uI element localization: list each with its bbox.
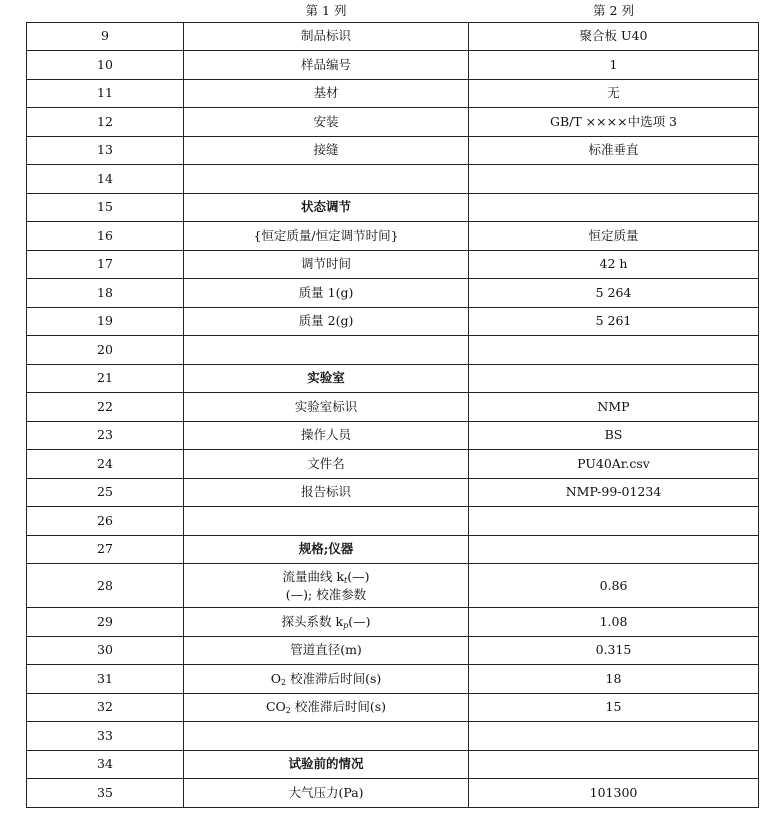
item-name: 大气压力(Pa): [184, 779, 469, 808]
row-number: 9: [27, 22, 184, 51]
item-value: 恒定质量: [469, 222, 759, 251]
item-value: 15: [469, 693, 759, 722]
row-number: 18: [27, 279, 184, 308]
row-number: 16: [27, 222, 184, 251]
item-name: 管道直径(m): [184, 636, 469, 665]
row-number: 20: [27, 336, 184, 365]
table-row: [27, 51, 759, 80]
item-name: $CO_2$ 校准滞后时间(s): [184, 693, 469, 722]
table-row: [27, 307, 759, 336]
item-value: [469, 722, 759, 751]
item-name: 探头系数 $k_p(—)$: [184, 608, 469, 637]
item-value: [469, 535, 759, 564]
row-number: 27: [27, 535, 184, 564]
item-value: 18: [469, 665, 759, 694]
column-2-header: 第 2 列: [593, 2, 634, 18]
item-name: 质量 1(g): [184, 279, 469, 308]
item-value: 42 h: [469, 250, 759, 279]
table-row: [27, 222, 759, 251]
table-row: [27, 364, 759, 393]
column-1-header: 第 1 列: [305, 2, 347, 18]
item-value: [469, 750, 759, 779]
item-value: NMP-99-01234: [469, 478, 759, 507]
row-number: 24: [27, 450, 184, 479]
item-name: 样品编号: [184, 51, 469, 80]
item-value: BS: [469, 421, 759, 450]
column-header-row: [27, 0, 759, 22]
item-name: 文件名: [184, 450, 469, 479]
table-row: [27, 779, 759, 808]
table-row: [27, 336, 759, 365]
table-row: [27, 507, 759, 536]
table-row: [27, 750, 759, 779]
row-number: 10: [27, 51, 184, 80]
item-value: GB/T ××××中选项 3: [469, 108, 759, 137]
table-row: [27, 450, 759, 479]
item-value: [469, 364, 759, 393]
item-value: 无: [469, 79, 759, 108]
table-row: [27, 608, 759, 637]
item-name: 实验室标识: [184, 393, 469, 422]
item-name: [184, 165, 469, 194]
item-name: 操作人员: [184, 421, 469, 450]
item-name: [184, 336, 469, 365]
row-number: 13: [27, 136, 184, 165]
item-value: [469, 507, 759, 536]
section-heading: 实验室: [184, 364, 469, 393]
table-row: [27, 250, 759, 279]
item-name: 制品标识: [184, 22, 469, 51]
table-row: [27, 693, 759, 722]
table-row: [27, 22, 759, 51]
table-row: [27, 193, 759, 222]
table-row: [27, 636, 759, 665]
section-heading: 规格;仪器: [184, 535, 469, 564]
row-number: 22: [27, 393, 184, 422]
data-table: [26, 0, 759, 808]
row-number: 35: [27, 779, 184, 808]
table-row: [27, 136, 759, 165]
item-name: {恒定质量/恒定调节时间}: [184, 222, 469, 251]
row-number: 31: [27, 665, 184, 694]
item-value: [469, 193, 759, 222]
row-number: 34: [27, 750, 184, 779]
item-value: 聚合板 U40: [469, 22, 759, 51]
row-number: 25: [27, 478, 184, 507]
table-row: [27, 279, 759, 308]
item-name: 基材: [184, 79, 469, 108]
item-name: [184, 722, 469, 751]
item-value: 101300: [469, 779, 759, 808]
table-row: [27, 79, 759, 108]
item-value: 1.08: [469, 608, 759, 637]
section-heading: 状态调节: [184, 193, 469, 222]
item-name: 报告标识: [184, 478, 469, 507]
item-value: NMP: [469, 393, 759, 422]
item-value: PU40Ar.csv: [469, 450, 759, 479]
item-value: 1: [469, 51, 759, 80]
name-line-1: 流量曲线 $k_t(—)$: [282, 568, 370, 585]
item-value: [469, 336, 759, 365]
table-row: [27, 108, 759, 137]
row-number: 26: [27, 507, 184, 536]
table-row: [27, 421, 759, 450]
table-row: [27, 535, 759, 564]
table-row: [27, 393, 759, 422]
row-number: 19: [27, 307, 184, 336]
row-number: 29: [27, 608, 184, 637]
item-value: 0.86: [469, 564, 759, 608]
row-number: 32: [27, 693, 184, 722]
row-number: 12: [27, 108, 184, 137]
name-line-2: (—); 校准参数: [285, 586, 367, 602]
table-row: [27, 665, 759, 694]
row-number: 15: [27, 193, 184, 222]
row-number: 23: [27, 421, 184, 450]
item-name: 安装: [184, 108, 469, 137]
item-value: 5 261: [469, 307, 759, 336]
table-row: [27, 722, 759, 751]
item-name: 调节时间: [184, 250, 469, 279]
item-name: 接缝: [184, 136, 469, 165]
row-number: 30: [27, 636, 184, 665]
item-name: $O_2$ 校准滞后时间(s): [184, 665, 469, 694]
row-number: 14: [27, 165, 184, 194]
item-value: 5 264: [469, 279, 759, 308]
item-value: [469, 165, 759, 194]
item-name: 质量 2(g): [184, 307, 469, 336]
row-number: 21: [27, 364, 184, 393]
row-number: 28: [27, 564, 184, 608]
item-name: [184, 564, 469, 608]
row-number: 33: [27, 722, 184, 751]
header-blank: [27, 0, 184, 22]
section-heading: 试验前的情况: [184, 750, 469, 779]
table-row: [27, 478, 759, 507]
item-value: 标准垂直: [469, 136, 759, 165]
table-row: [27, 564, 759, 608]
table-row: [27, 165, 759, 194]
row-number: 11: [27, 79, 184, 108]
row-number: 17: [27, 250, 184, 279]
item-name: [184, 507, 469, 536]
item-value: 0.315: [469, 636, 759, 665]
